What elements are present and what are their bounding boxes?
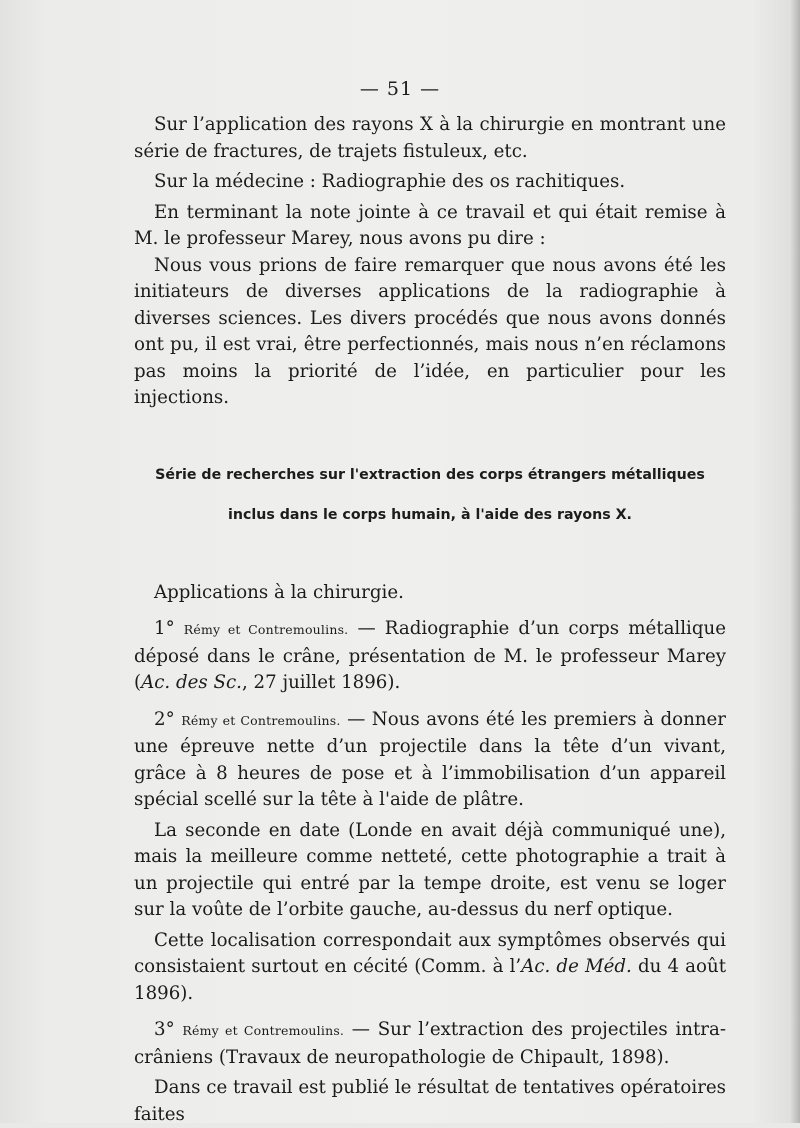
- item-number: 3°: [154, 1019, 175, 1040]
- section-heading-line1: Série de recherches sur l'extraction des corps étrangers métalliques: [155, 466, 705, 483]
- paragraph-last: Dans ce travail est publié le résultat de tentatives opératoires faites: [134, 1077, 726, 1125]
- item-text: — Nous avons été les premiers à donner une épreuve nette d’un projectile dans la tête d’un vivant, grâce à 8 heures de pose et à l’immobilisation d’un appareil spécial scellé sur la tête à l'aide de plâtre.: [134, 708, 726, 810]
- page-edge-shadow: [790, 0, 800, 1123]
- item-number: 2°: [154, 708, 175, 730]
- applications-label: Applications à la chirurgie.: [154, 581, 404, 603]
- item-number: 1°: [154, 618, 175, 639]
- item-text: — Sur l’extraction des projectiles intra-crâniens (Travaux de neuropathologie de Chipault, 1898).: [134, 1019, 726, 1068]
- list-item-1: [134, 616, 726, 697]
- section-heading: [134, 466, 726, 524]
- item-text-end: , 27 juillet 1896).: [241, 672, 401, 693]
- localisation-reference: Ac. de Méd.: [521, 956, 632, 977]
- paragraph-medecine: Sur la médecine : Radiographie des os rachitiques.: [154, 171, 626, 192]
- section-heading-line2: inclus dans le corps humain, à l'aide des rayons X.: [228, 506, 632, 523]
- list-item-3: [134, 1017, 726, 1071]
- body-text: [134, 112, 726, 1128]
- paragraph-initiateurs: Nous vous prions de faire remarquer que nous avons été les initiateurs de diverses applications de la radiographie à diverses sciences. Les divers procédés que nous avons donnés ont pu, il est vrai, être perfectionnés, mais nous n’en réclamons pas moins la priorité de l’idée, en particulier pour les injections.: [134, 254, 726, 408]
- localisation-text-end: du 4 août 1896).: [134, 956, 726, 1004]
- item-authors: Rémy et Contremoulins.: [183, 622, 349, 637]
- paragraph-note-jointe: En terminant la note jointe à ce travail et qui était remise à M. le professeur Marey, nous avons pu dire :: [134, 201, 726, 249]
- paragraph-localisation: [134, 928, 726, 1008]
- localisation-text: Cette localisation correspondait aux symptômes observés qui consistaient surtout en cécité (Comm. à l’: [134, 929, 726, 977]
- paragraph-seconde: La seconde en date (Londe en avait déjà communiqué une), mais la meilleure comme netteté, cette photographie a trait à un projectile qui entré par la tempe droite, est venu se loger sur la voûte de l’orbite gauche, au-dessus du nerf optique.: [134, 819, 726, 920]
- item-authors: Rémy et Contremoulins.: [181, 712, 341, 728]
- item-reference: Ac. des Sc.: [141, 672, 242, 693]
- item-authors: Rémy et Contremoulins.: [182, 1023, 345, 1038]
- paragraph-chirurgie: Sur l’application des rayons X à la chirurgie en montrant une série de fractures, de trajets fistuleux, etc.: [134, 114, 726, 162]
- item-text: — Radiographie d’un corps métallique déposé dans le crâne, présentation de M. le professeur Marey (: [134, 618, 726, 693]
- page-number: — 51 —: [359, 78, 441, 100]
- list-item-2: [134, 707, 726, 814]
